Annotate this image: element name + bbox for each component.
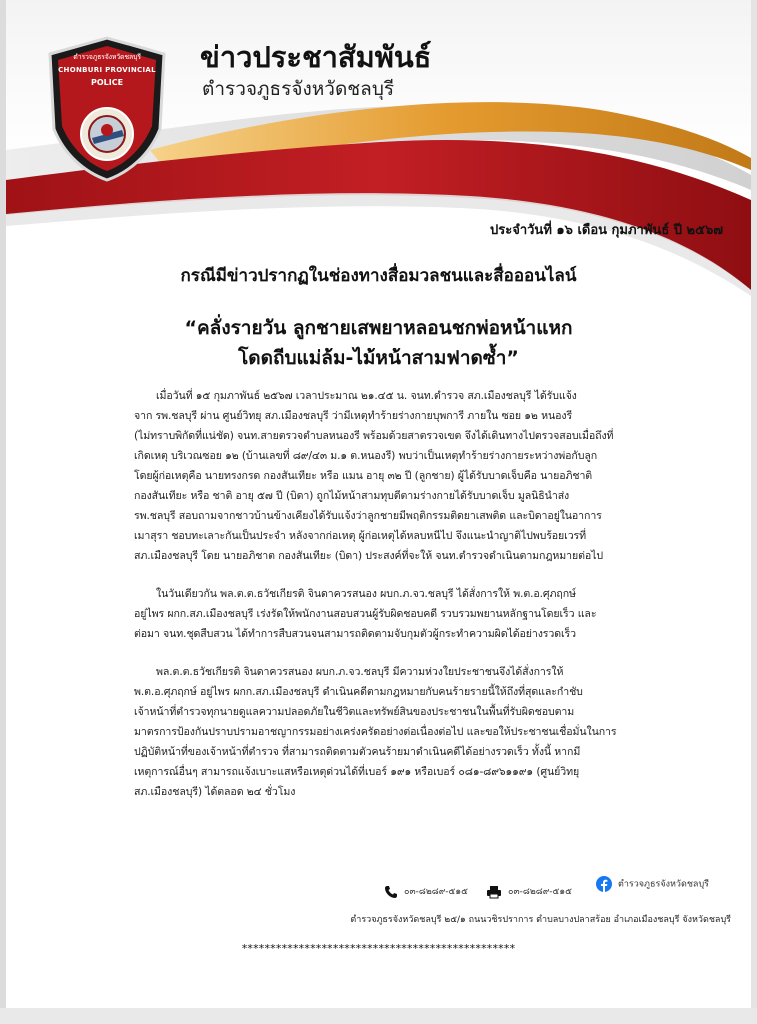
phone-icon [384, 885, 398, 899]
paragraph-line: โดยผู้ก่อเหตุคือ นายทรงกรด กองสันเทียะ หรือ แมน อายุ ๓๒ ปี (ลูกชาย) ผู้ได้รับบาดเจ็บคือ นายอภิชาติ [134, 470, 593, 482]
paragraph-line: เมื่อวันที่ ๑๕ กุมภาพันธ์ ๒๕๖๗ เวลาประมาณ ๒๑.๔๕ น. จนท.ตำรวจ สภ.เมืองชลบุรี ได้รับแจ้ง [156, 390, 577, 402]
paragraph-line: เหตุการณ์อื่นๆ สามารถแจ้งเบาะแสหรือเหตุด่วนได้ที่เบอร์ ๑๙๑ หรือเบอร์ ๐๘๑-๘๙๖๑๑๙๑ (ศูนย์วิทยุ [134, 766, 580, 778]
paragraph-line: มาตรการป้องกันปราบปรามอาชญากรรมอย่างเคร่งครัดอย่างต่อเนื่องต่อไป และขอให้ประชาชนเชื่อมั่นในการ [134, 726, 617, 738]
paragraph-line: ในวันเดียวกัน พล.ต.ต.ธวัชเกียรติ จินดาควรสนอง ผบก.ภ.จว.ชลบุรี ได้สั่งการให้ พ.ต.อ.ศุภฤกษ์ [156, 588, 576, 600]
page-frame-bottom [0, 1008, 757, 1024]
fax-contact [486, 884, 572, 899]
headline-line-1: “คลั่งรายวัน ลูกชายเสพยาหลอนชกพ่อหน้าแหก [184, 317, 573, 339]
article-body [134, 386, 730, 820]
paragraph-line: เมาสุรา ชอบทะเลาะกันเป็นประจำ หลังจากก่อเหตุ ผู้ก่อเหตุได้หลบหนีไป จึงแนะนำญาติไปพบร้อยเวรที่ [134, 530, 587, 542]
headline [0, 313, 757, 373]
paragraph-line: ต่อมา จนท.ชุดสืบสวน ได้ทำการสืบสวนจนสามารถติดตามจับกุมตัวผู้กระทำความผิดได้อย่างรวดเร็ว [134, 628, 576, 640]
paragraph-line: อยู่ไพร ผกก.สภ.เมืองชลบุรี เร่งรัดให้พนักงานสอบสวนผู้รับผิดชอบคดี รวบรวมพยานหลักฐานโดยเร็ว และ [134, 608, 597, 620]
facebook-icon [596, 876, 612, 892]
press-release-title: ข่าวประชาสัมพันธ์ [200, 40, 432, 74]
paragraph-line: รพ.ชลบุรี สอบถามจากชาวบ้านข้างเคียงได้รับแจ้งว่าลูกชายมีพฤติกรรมติดยาเสพติด และบิดาอยู่ในอาการ [134, 510, 602, 522]
paragraph-line: (ไม่ทราบพิกัดที่แน่ชัด) จนท.สายตรวจตำบลหนองรี พร้อมด้วยสาตรวจเขต จึงได้เดินทางไปตรวจสอบเมื่อถึงที่ [134, 430, 614, 442]
news-topic-heading: กรณีมีข่าวปรากฏในช่องทางสื่อมวลชนและสื่อออนไลน์ [180, 266, 577, 286]
paragraph-1 [134, 386, 730, 566]
end-divider: ************************************************ [241, 942, 516, 955]
paragraph-line: กองสันเทียะ หรือ ชาติ อายุ ๕๗ ปี (บิดา) ถูกไม้หน้าสามทุบตีตามร่างกายได้รับบาดเจ็บ มูลนิธินำส่ง [134, 490, 570, 502]
paragraph-line: เกิดเหตุ บริเวณซอย ๑๒ (บ้านเลขที่ ๘๙/๔๓ ม.๑ ต.หนองรี) พบว่าเป็นเหตุทำร้ายร่างกายระหว่างพ่อกับลูก [134, 450, 598, 462]
badge-police-text: POLICE [90, 78, 124, 87]
facebook-page-name: ตำรวจภูธรจังหวัดชลบุรี [618, 879, 709, 890]
badge-english-text: CHONBURI PROVINCIAL [58, 66, 156, 74]
contact-footer [0, 880, 757, 930]
phone-number: ๐๓-๘๒๘๙-๕๑๕ [404, 887, 468, 897]
paragraph-line: สภ.เมืองชลบุรี โดย นายอภิชาต กองสันเทียะ (บิดา) ประสงค์ที่จะให้ จนท.ตำรวจดำเนินตามกฎหมายต่อไป [134, 550, 604, 562]
paragraph-line: สภ.เมืองชลบุรี) ได้ตลอด ๒๔ ชั่วโมง [134, 786, 296, 798]
paragraph-line: เจ้าหน้าที่ตำรวจทุกนายดูแลความปลอดภัยในชีวิตและทรัพย์สินของประชาชนในพื้นที่รับผิดชอบตาม [134, 706, 575, 718]
paragraph-3 [134, 662, 730, 802]
issue-date: ประจำวันที่ ๑๖ เดือน กุมภาพันธ์ ปี ๒๕๖๗ [490, 223, 723, 238]
headline-line-2: โดดถีบแม่ล้ม-ไม้หน้าสามฟาดซ้ำ” [238, 347, 519, 369]
facebook-contact [596, 876, 709, 892]
office-address: ตำรวจภูธรจังหวัดชลบุรี ๒๕/๑ ถนนวชิรปราการ ตำบลบางปลาสร้อย อำเภอเมืองชลบุรี จังหวัดชลบุรี [350, 915, 731, 925]
paragraph-line: พล.ต.ต.ธวัชเกียรติ จินดาควรสนอง ผบก.ภ.จว.ชลบุรี มีความห่วงใยประชาชนจึงได้สั่งการให้ [156, 666, 564, 678]
phone-contact [384, 884, 468, 899]
paragraph-2 [134, 584, 730, 644]
organization-name: ตำรวจภูธรจังหวัดชลบุรี [202, 78, 395, 100]
badge-thai-text: ตำรวจภูธรจังหวัดชลบุรี [73, 53, 141, 61]
fax-number: ๐๓-๘๒๘๙-๕๑๕ [508, 887, 572, 897]
paragraph-line: ปฏิบัติหน้าที่ของเจ้าหน้าที่ตำรวจ ที่สามารถติดตามตัวคนร้ายมาดำเนินคดีได้อย่างรวดเร็ว ทั้งนี้ หากมี [134, 746, 581, 758]
paragraph-line: พ.ต.อ.ศุภฤกษ์ อยู่ไพร ผกก.สภ.เมืองชลบุรี ดำเนินคดีตามกฎหมายกับคนร้ายรายนี้ให้ถึงที่สุดและกำชับ [134, 686, 583, 698]
fax-printer-icon [486, 885, 502, 899]
paragraph-line: จาก รพ.ชลบุรี ผ่าน ศูนย์วิทยุ สภ.เมืองชลบุรี ว่ามีเหตุทำร้ายร่างกายบุพการี ภายใน ซอย ๑๒ หนองรี [134, 410, 573, 422]
